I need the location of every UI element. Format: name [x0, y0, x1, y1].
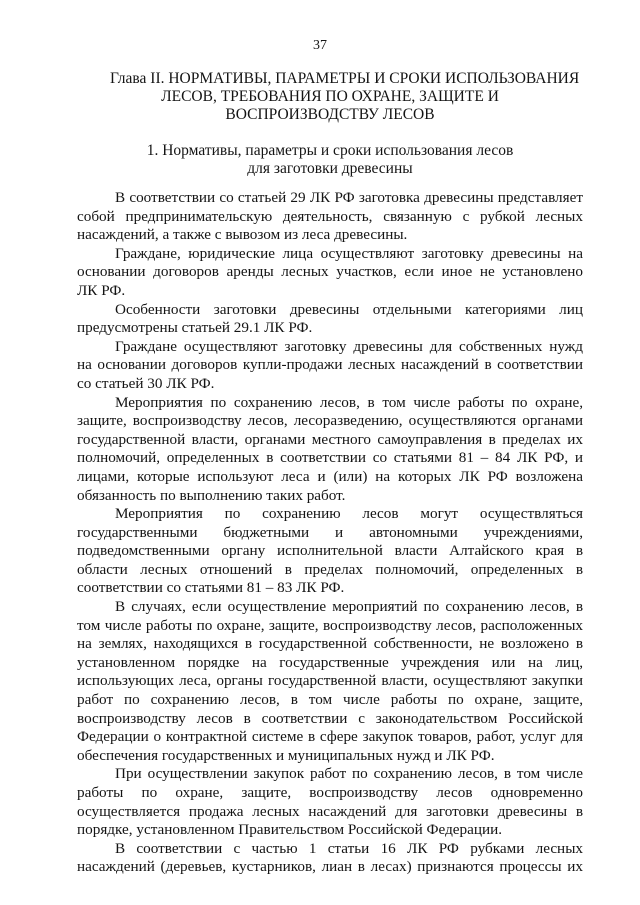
paragraph-line: со статьей 30 ЛК РФ.	[77, 374, 215, 392]
section-title-line: 1. Нормативы, параметры и сроки использования лесов	[146, 142, 514, 159]
chapter-title	[110, 70, 580, 124]
paragraph-line: соответствии со статьями 81 – 83 ЛК РФ.	[77, 579, 345, 597]
paragraph-line: полномочий, определенных в соответствии со статьями 81 – 84 ЛК РФ, и	[77, 449, 583, 467]
paragraph	[77, 338, 583, 394]
chapter-title-line: ЛЕСОВ, ТРЕБОВАНИЯ ПО ОХРАНЕ, ЗАЩИТЕ И	[161, 88, 499, 105]
paragraph-line: воспроизводству лесов в соответствии с законодательством Российской	[77, 709, 583, 727]
chapter-title-line: Глава II. НОРМАТИВЫ, ПАРАМЕТРЫ И СРОКИ ИСПОЛЬЗОВАНИЯ	[110, 70, 580, 87]
paragraph-line: осуществляется продажа лесных насаждений для заготовки древесины в	[77, 802, 583, 820]
paragraph-line: собой предпринимательскую деятельность, связанную с рубкой лесных	[77, 207, 583, 225]
paragraph-line: Граждане, юридические лица осуществляют заготовку древесины на	[115, 244, 583, 262]
paragraph-line: том числе работы по охране, защите, воспроизводству лесов, расположенных	[77, 616, 583, 634]
chapter-title-line: ВОСПРОИЗВОДСТВУ ЛЕСОВ	[225, 106, 435, 123]
paragraph-line: работ по сохранению лесов, в том числе работы по охране, защите,	[77, 691, 583, 709]
paragraph	[77, 245, 583, 301]
paragraph-line: защите, воспроизводству лесов, лесоразведению, осуществляются органами	[77, 412, 583, 430]
paragraph	[77, 840, 583, 877]
paragraph-line: лицами, которые используют леса и (или) на которых ЛК РФ возложена	[77, 467, 583, 485]
paragraph	[77, 505, 583, 598]
paragraph-line: В соответствии с частью 1 статьи 16 ЛК РФ рубками лесных	[115, 839, 583, 857]
paragraph-line: насаждений (деревьев, кустарников, лиан в лесах) признаются процессы их	[77, 858, 583, 876]
paragraph-line: предусмотрены статьей 29.1 ЛК РФ.	[77, 319, 313, 337]
paragraph-line: государственными бюджетными и автономными учреждениями,	[77, 523, 583, 541]
page-number: 37	[313, 38, 327, 53]
paragraph-line: порядке, установленном Правительством Российской Федерации.	[77, 821, 503, 839]
paragraph	[77, 301, 583, 338]
paragraph-line: В случаях, если осуществление мероприятий по сохранению лесов, в	[115, 598, 583, 616]
paragraph-line: обеспечения государственных и муниципальных нужд и ЛК РФ.	[77, 746, 495, 764]
paragraph-line: использующих леса, органы государственной власти, осуществляют закупки	[77, 672, 583, 690]
paragraph-line: подведомственными органу исполнительной власти Алтайского края в	[77, 542, 583, 560]
paragraph	[77, 189, 583, 245]
paragraph-line: Граждане осуществляют заготовку древесины для собственных нужд	[115, 337, 583, 355]
paragraph-line: В соответствии со статьей 29 ЛК РФ заготовка древесины представляет	[115, 189, 583, 206]
paragraph	[77, 394, 583, 506]
section-title	[120, 142, 540, 178]
paragraph-line: насаждений, а также с вывозом из леса древесины.	[77, 226, 408, 244]
paragraph-line: основании договоров аренды лесных участков, если иное не установлено	[77, 263, 583, 281]
paragraph-line: государственной власти, органами местного самоуправления в пределах их	[77, 430, 583, 448]
paragraph	[77, 598, 583, 765]
paragraph-line: работы по охране, защите, воспроизводству лесов одновременно	[77, 784, 583, 801]
paragraph-line: ЛК РФ.	[77, 281, 126, 299]
body-text	[77, 189, 583, 877]
paragraph-line: Мероприятия по сохранению лесов могут осуществляться	[115, 505, 583, 523]
paragraph	[77, 765, 583, 839]
paragraph-line: области лесных отношений в пределах полномочий, определенных в	[77, 560, 583, 578]
paragraph-line: на основании договоров купли-продажи лесных насаждений в соответствии	[77, 356, 583, 374]
paragraph-line: При осуществлении закупок работ по сохранению лесов, в том числе	[115, 765, 583, 783]
paragraph-line: Мероприятия по сохранению лесов, в том числе работы по охране,	[115, 393, 583, 411]
paragraph-line: Федерации о контрактной системе в сфере закупок товаров, работ, услуг для	[77, 728, 583, 746]
paragraph-line: обязанность по выполнению таких работ.	[77, 486, 346, 504]
paragraph-line: установленном порядке на государственные учреждения или на лиц,	[77, 653, 583, 671]
paragraph-line: Особенности заготовки древесины отдельными категориями лиц	[115, 300, 583, 318]
paragraph-line: на землях, находящихся в государственной собственности, не возложено в	[77, 635, 583, 653]
section-title-line: для заготовки древесины	[247, 160, 413, 177]
